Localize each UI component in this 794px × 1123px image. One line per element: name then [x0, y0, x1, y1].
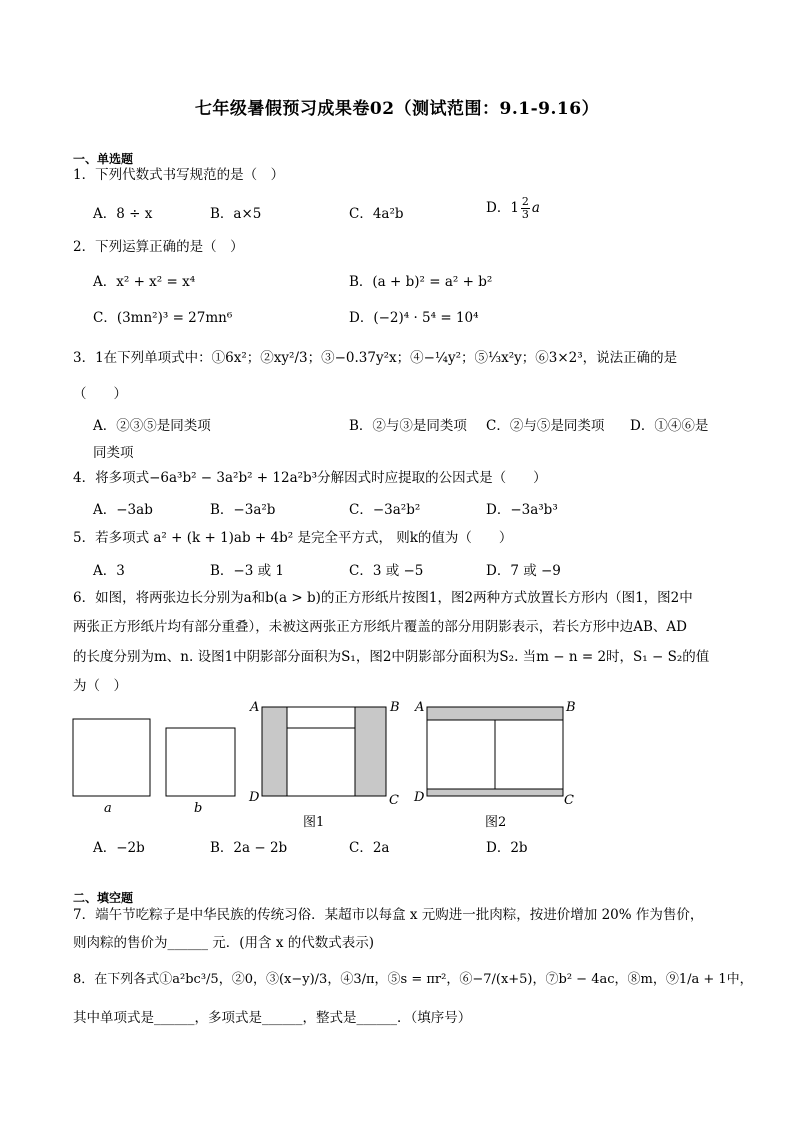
fig2-square-a: [495, 720, 563, 789]
page-title: 七年级暑假预习成果卷02（测试范围：9.1-9.16）: [194, 99, 600, 119]
q3-option-c: C．②与⑤是同类项: [486, 418, 605, 434]
q1-option-c: C．4a²b: [349, 206, 404, 222]
q6-line-1: 6．如图，将两张边长分别为a和b(a > b)的正方形纸片按图1，图2两种方式放置长方形内（图1，图2中: [73, 590, 693, 606]
fig2-square-b: [427, 720, 495, 789]
q6-line-4: 为（ ）: [73, 678, 127, 694]
q1-option-a: A．8 ÷ x: [93, 206, 153, 222]
fig1-label-d: D: [249, 790, 260, 805]
square-b-label: b: [194, 801, 203, 816]
q6-line-2: 两张正方形纸片均有部分重叠），未被这两张正方形纸片覆盖的部分用阴影表示，若长方形中边AB、AD: [73, 619, 687, 635]
q1-option-d-den: 3: [521, 208, 529, 221]
square-b: [166, 728, 235, 796]
q3-option-d-cont: 同类项: [93, 445, 134, 461]
fig2-shade-bottom: [427, 789, 563, 796]
fig2-label-c: C: [564, 793, 574, 808]
q6-option-d: D．2b: [486, 840, 528, 856]
q8-line-2: 其中单项式是______，多项式是______，整式是______．（填序号）: [73, 1010, 472, 1026]
q3-paren: （ ）: [73, 386, 127, 402]
q3-option-a: A．②③⑤是同类项: [93, 418, 211, 434]
q1-stem: 1．下列代数式书写规范的是（ ）: [73, 167, 285, 183]
section-heading-single-choice: 一、单选题: [73, 152, 134, 166]
q7-line-1: 7．端午节吃粽子是中华民族的传统习俗．某超市以每盒 x 元购进一批肉粽，按进价增加 20% 作为售价，: [73, 907, 704, 923]
square-a-label: a: [104, 801, 112, 816]
section-heading-fill-blank: 二、填空题: [73, 891, 134, 905]
q2-option-b: B．(a + b)² = a² + b²: [349, 274, 493, 290]
q4-option-d: D．−3a³b³: [486, 502, 558, 518]
q4-option-b: B．−3a²b: [210, 502, 276, 518]
q6-option-b: B．2a − 2b: [210, 840, 288, 856]
fig1-label-b: B: [390, 700, 400, 715]
q2-option-a: A．x² + x² = x⁴: [93, 274, 196, 290]
q5-option-d: D．7 或 −9: [486, 563, 561, 579]
fig1-uncovered-mask: [287, 707, 355, 796]
fig2-shade-top: [427, 707, 563, 720]
fig2-label-a: A: [415, 700, 425, 715]
q1-option-b: B．a×5: [210, 206, 262, 222]
q5-stem: 5．若多项式 a² + (k + 1)ab + 4b² 是完全平方式， 则k的值为（ ）: [73, 530, 513, 546]
square-a: [73, 719, 150, 796]
q3-option-b: B．②与③是同类项: [349, 418, 467, 434]
q3-stem: 3．1在下列单项式中：①6x²；②xy²/3；③−0.37y²x；④−¼y²；⑤⅓x²y；⑥3×2³，说法正确的是: [73, 350, 678, 366]
q8-line-1: 8．在下列各式①a²bc³/5，②0，③(x−y)/3，④3/π，⑤s = πr²，⑥−7/(x+5)，⑦b² − 4ac，⑧m，⑨1/a + 1中，: [73, 972, 753, 987]
fig2-label-b: B: [566, 700, 576, 715]
fig1-caption: 图1: [303, 815, 325, 830]
q5-option-c: C．3 或 −5: [349, 563, 424, 579]
q3-option-d: D．①④⑥是: [630, 418, 709, 434]
figure-2: [427, 707, 563, 796]
fig1-label-c: C: [389, 793, 399, 808]
q6-line-3: 的长度分别为m、n. 设图1中阴影部分面积为S₁，图2中阴影部分面积为S₂. 当m − n = 2时，S₁ − S₂的值: [73, 649, 710, 665]
q1-option-d-num: 2: [521, 195, 529, 208]
q1-option-d-suffix: a: [531, 200, 540, 216]
q7-line-2: 则肉粽的售价为______ 元．(用含 x 的代数式表示): [73, 935, 375, 951]
q2-option-c: C．(3mn²)³ = 27mn⁶: [93, 310, 233, 326]
fig1-label-a: A: [250, 700, 260, 715]
fig2-caption: 图2: [485, 815, 507, 830]
q6-option-a: A．−2b: [93, 840, 145, 856]
figure-1: [262, 707, 386, 796]
fig2-label-d: D: [414, 790, 425, 805]
q4-option-a: A．−3ab: [93, 502, 153, 518]
q2-stem: 2．下列运算正确的是（ ）: [73, 239, 244, 255]
q2-option-d: D．(−2)⁴ · 5⁴ = 10⁴: [349, 310, 479, 326]
q1-option-d-prefix: D．1: [486, 200, 519, 216]
q4-option-c: C．−3a²b²: [349, 502, 421, 518]
q4-stem: 4．将多项式−6a³b² − 3a²b² + 12a²b³分解因式时应提取的公因式是（ ）: [73, 470, 547, 486]
q5-option-a: A．3: [93, 563, 125, 579]
q5-option-b: B．−3 或 1: [210, 563, 284, 579]
q6-option-c: C．2a: [349, 840, 390, 856]
